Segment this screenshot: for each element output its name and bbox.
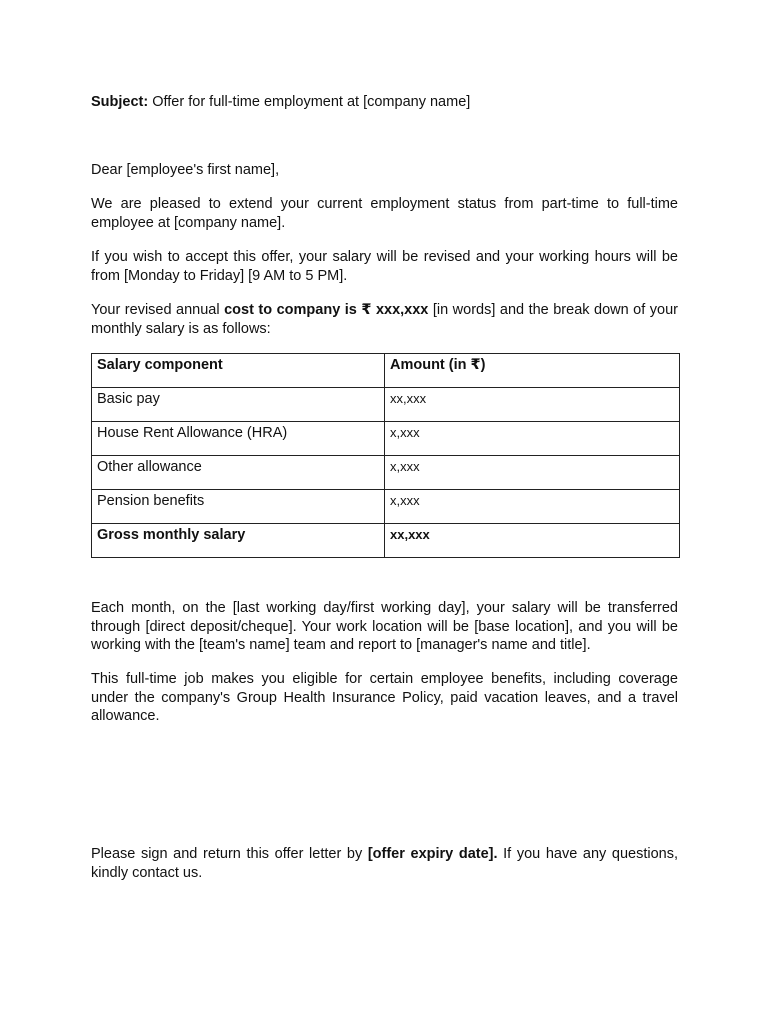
row-amount: x,xxx [385, 490, 680, 524]
paragraph-benefits: This full-time job makes you eligible for certain employee benefits, including coverage under the company's Group Health Insurance Policy, paid vacation leaves, and a travel allowance. [91, 671, 678, 724]
paragraph-employment-extension: We are pleased to extend your current employment status from part-time to full-time employee at [company name]. [91, 196, 678, 231]
sign-outro: If you have any questions, kindly contact us. [91, 846, 678, 881]
table-row [92, 422, 680, 456]
row-component: House Rent Allowance (HRA) [92, 422, 385, 456]
paragraph-ctc [91, 301, 678, 338]
row-amount: x,xxx [385, 456, 680, 490]
table-row [92, 490, 680, 524]
table-header-row [92, 354, 680, 388]
row-component: Pension benefits [92, 490, 385, 524]
paragraph-salary-transfer: Each month, on the [last working day/first working day], your salary will be transferred through [direct deposit/cheque]. Your work location will be [base location], and you will be working with the [team's name] team and report to [manager's name and title]. [91, 600, 678, 653]
subject-line [91, 93, 678, 112]
row-component: Basic pay [92, 388, 385, 422]
paragraph-working-hours: If you wish to accept this offer, your salary will be revised and your working hours will be from [Monday to Friday] [9 AM to 5 PM]. [91, 249, 678, 284]
ctc-intro: Your revised annual [91, 302, 225, 318]
row-amount: x,xxx [385, 422, 680, 456]
table-row [92, 388, 680, 422]
table-total-row [92, 524, 680, 558]
paragraph-sign-return [91, 845, 678, 882]
salary-table [91, 353, 680, 558]
sign-intro: Please sign and return this offer letter by [91, 846, 368, 862]
total-label: Gross monthly salary [92, 524, 385, 558]
subject-text: Offer for full-time employment at [company name] [148, 94, 471, 110]
greeting: Dear [employee's first name], [91, 162, 280, 178]
header-salary-component: Salary component [92, 354, 385, 388]
header-amount: Amount (in ₹) [385, 354, 680, 388]
offer-expiry-date: [offer expiry date]. [367, 846, 498, 862]
table-row [92, 456, 680, 490]
ctc-outro: [in words] and the break down of your monthly salary is as follows: [91, 302, 678, 337]
ctc-amount: cost to company is ₹ xxx,xxx [224, 302, 429, 318]
offer-letter-page [91, 0, 678, 1024]
subject-label: Subject: [91, 94, 149, 110]
row-component: Other allowance [92, 456, 385, 490]
total-amount: xx,xxx [385, 524, 680, 558]
row-amount: xx,xxx [385, 388, 680, 422]
